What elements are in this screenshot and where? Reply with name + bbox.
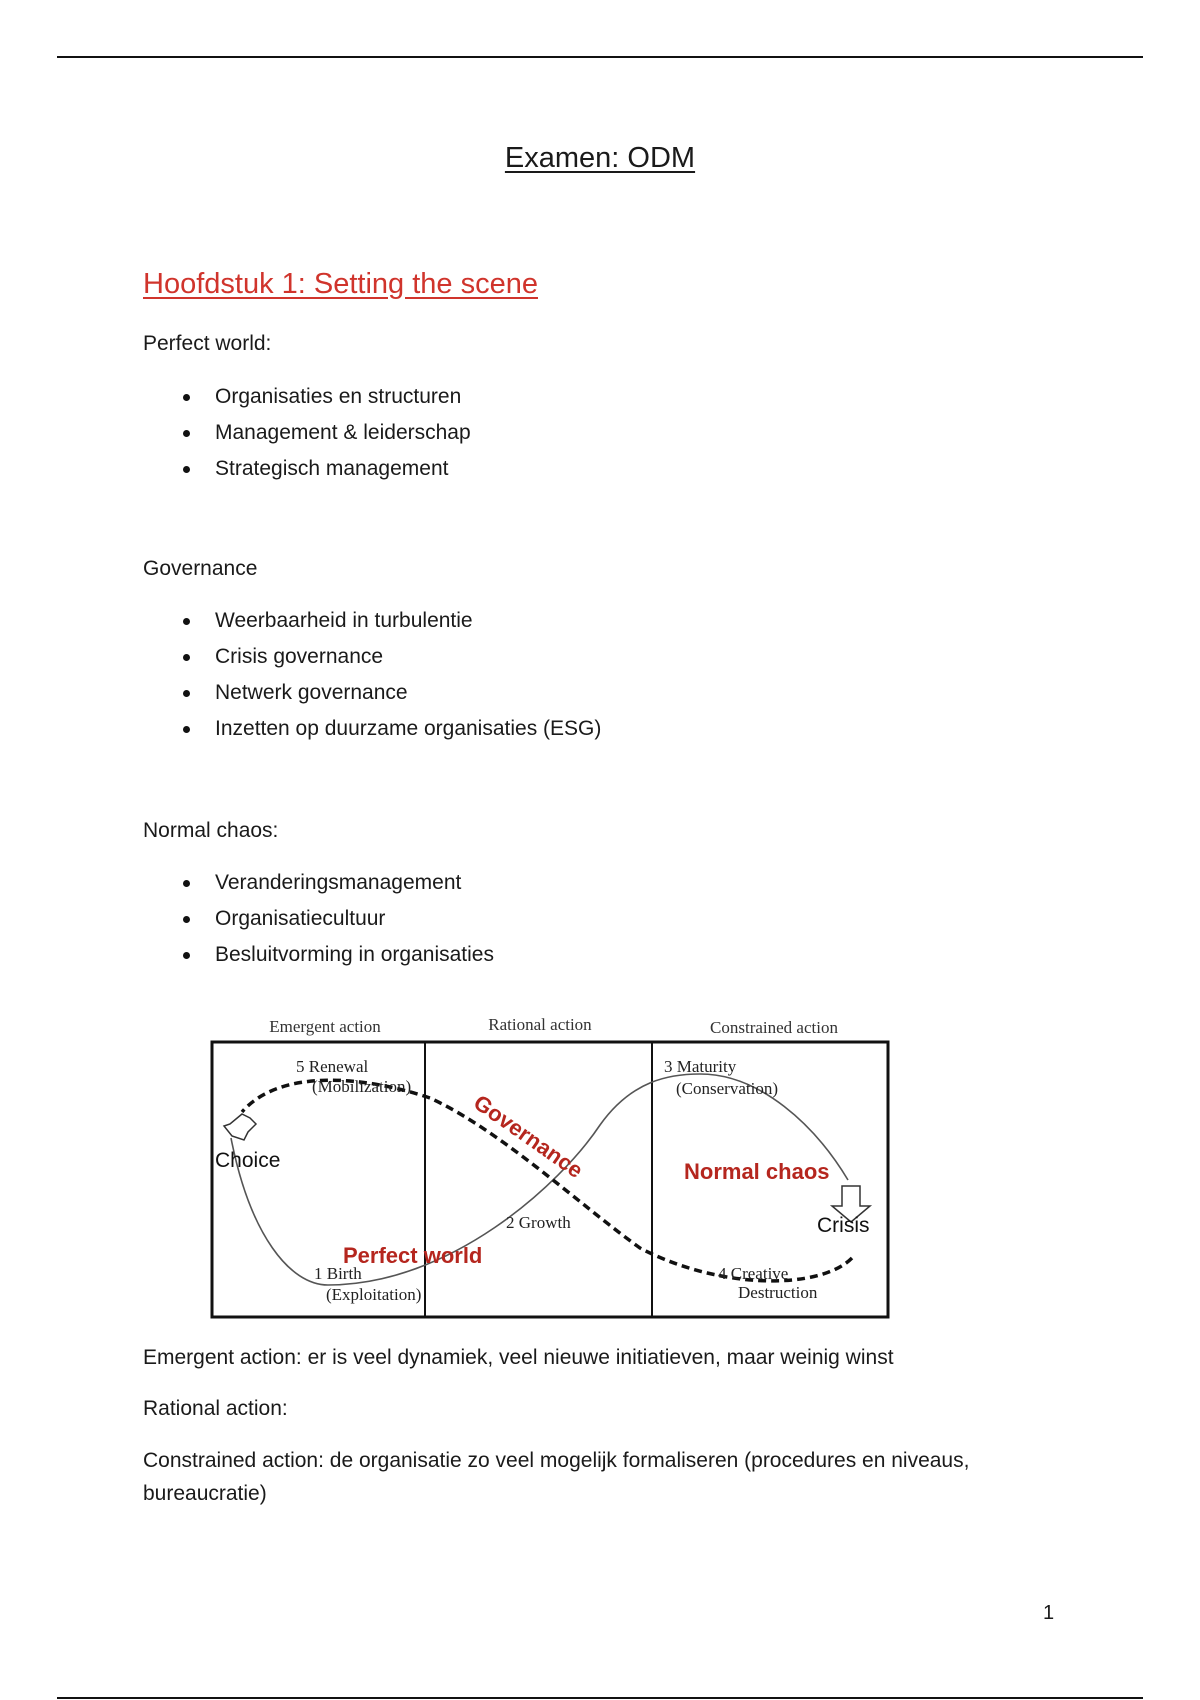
bullet-list-normal-chaos — [143, 865, 494, 973]
column-header-constrained: Constrained action — [710, 1018, 838, 1037]
list-item: Besluitvorming in organisaties — [143, 937, 494, 973]
stage-renewal: 5 Renewal — [296, 1057, 369, 1076]
list-item: Crisis governance — [143, 639, 601, 675]
stage-maturity: 3 Maturity — [664, 1057, 737, 1076]
stage-maturity-sub: (Conservation) — [676, 1079, 778, 1098]
adaptive-cycle-diagram — [200, 1010, 900, 1335]
choice-arrow — [224, 1114, 256, 1140]
perfect-world-overlay-label: Perfect world — [343, 1243, 483, 1268]
document-title: Examen: ODM — [504, 142, 696, 174]
list-item: Inzetten op duurzame organisaties (ESG) — [143, 711, 601, 747]
chapter-heading: Hoofdstuk 1: Setting the scene — [143, 268, 538, 300]
list-item: Strategisch management — [143, 451, 471, 487]
section-heading-normal-chaos: Normal chaos: — [143, 819, 279, 842]
stage-growth: 2 Growth — [506, 1213, 571, 1232]
bullet-list-perfect-world — [143, 379, 471, 487]
list-item: Veranderingsmanagement — [143, 865, 494, 901]
paragraph-emergent-action: Emergent action: er is veel dynamiek, veel nieuwe initiatieven, maar weinig winst — [143, 1346, 894, 1369]
stage-creative-destruction-sub: Destruction — [738, 1283, 818, 1302]
crisis-label: Crisis — [817, 1214, 870, 1237]
footer-rule — [57, 1697, 1143, 1699]
paragraph-constrained-action: Constrained action: de organisatie zo veel mogelijk formaliseren (procedures en niveaus, bureaucratie) — [143, 1449, 970, 1505]
stage-birth: 1 Birth — [314, 1264, 362, 1283]
bullet-list-governance — [143, 603, 601, 747]
column-header-rational: Rational action — [488, 1015, 592, 1034]
list-item: Weerbaarheid in turbulentie — [143, 603, 601, 639]
header-rule — [57, 56, 1143, 58]
governance-overlay-label: Governance — [469, 1089, 588, 1184]
list-item: Management & leiderschap — [143, 415, 471, 451]
stage-renewal-sub: (Mobilization) — [312, 1077, 412, 1096]
stage-creative-destruction: 4 Creative — [718, 1264, 789, 1283]
normal-chaos-overlay-label: Normal chaos — [684, 1159, 830, 1184]
stage-birth-sub: (Exploitation) — [326, 1285, 422, 1304]
paragraph-rational-action: Rational action: — [143, 1397, 288, 1420]
list-item: Organisatiecultuur — [143, 901, 494, 937]
page-number: 1 — [1043, 1602, 1055, 1624]
list-item: Organisaties en structuren — [143, 379, 471, 415]
column-header-emergent: Emergent action — [269, 1017, 381, 1036]
section-heading-governance: Governance — [143, 557, 258, 580]
choice-label: Choice — [215, 1149, 281, 1172]
list-item: Netwerk governance — [143, 675, 601, 711]
section-heading-perfect-world: Perfect world: — [143, 332, 272, 355]
